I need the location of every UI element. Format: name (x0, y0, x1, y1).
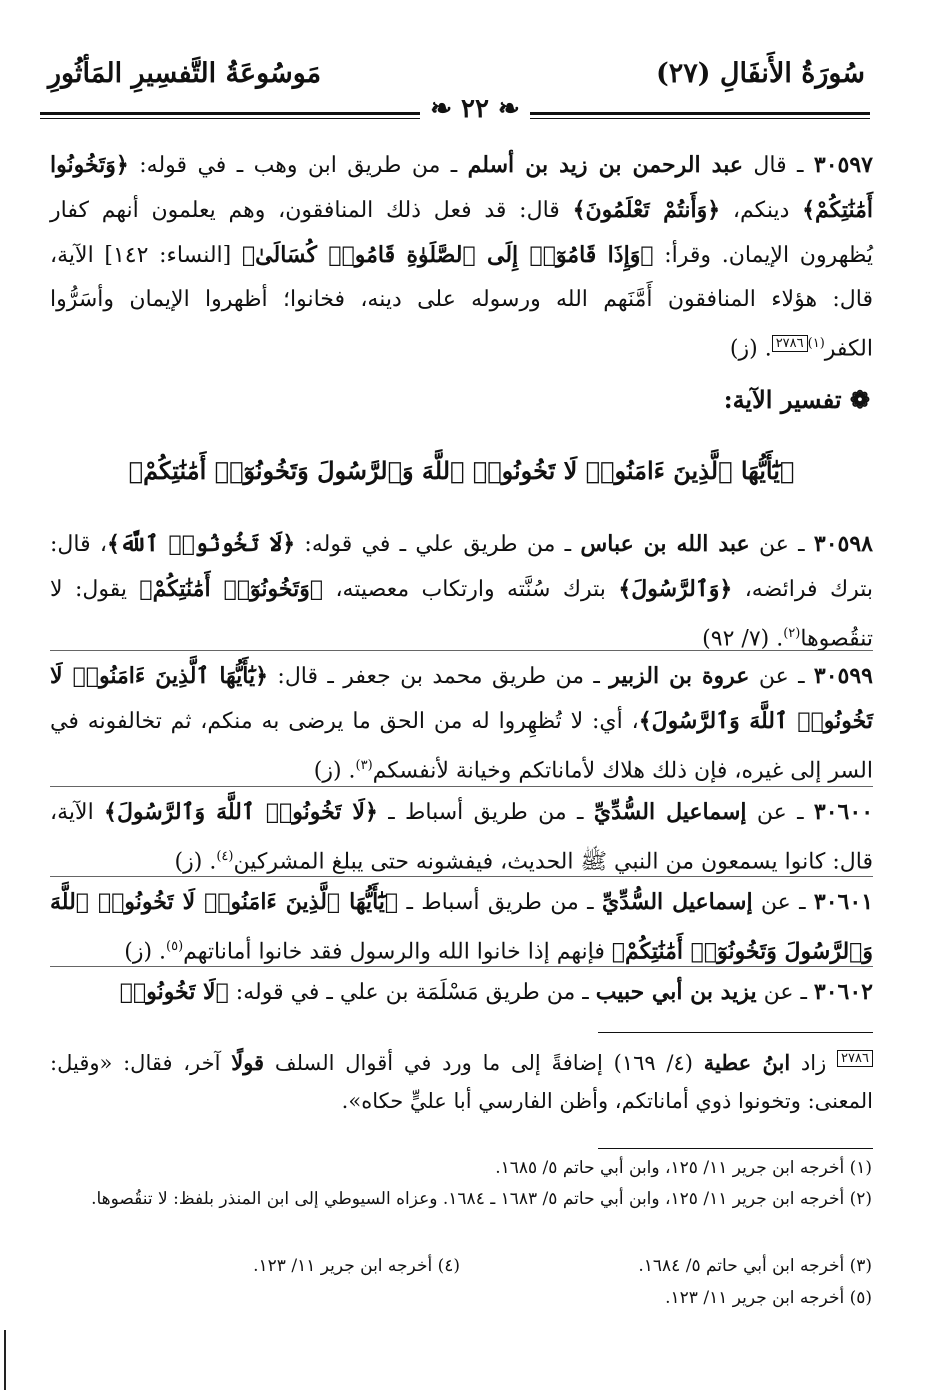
narrator-name: عروة بن الزبير (609, 663, 750, 689)
quran-quote: ﴿يَٰٓأَيُّهَا ٱلَّذِينَ ءَامَنُوا۟ لَا تَخُونُوا۟ ٱللَّهَ وَٱلرَّسُولَ﴾ (50, 663, 873, 734)
quran-quote: ﴿وَأَنتُمْ تَعْلَمُونَ﴾ (572, 197, 721, 223)
quran-quote: ﴿لَا تَخُونُوا۟ ٱللَّهَ﴾ (107, 531, 296, 557)
footnote-3: (٣) أخرجه ابن أبي حاتم ٥/ ١٦٨٤. (638, 1256, 872, 1276)
narration-30602: ٣٠٦٠٢ ـ عن يزيد بن أبي حبيب ـ من طريق مَسْلَمَة بن علي ـ في قوله: ﴿لَا تَخُونُوا۟ (119, 979, 873, 1005)
narration-30600: ٣٠٦٠٠ ـ عن إسماعيل السُّدِّيِّ ـ من طريق أسباط ـ ﴿لَا تَخُونُوا۟ ٱللَّهَ وَٱلرَّسُولَ﴾ الآية، قال: كانوا يسمعون من النبي ﷺ الحديث، فيفشونه حتى يبلغ المشركين$^{(٤)}$. (ز) (50, 799, 874, 875)
scholar-name: ابنُ عطية (703, 1050, 791, 1075)
narration-30597: ٣٠٥٩٧ ـ قال عبد الرحمن بن زيد بن أسلم ـ من طريق ابن وهب ـ في قوله: ﴿وَتَخُونُوا أَمَٰنَٰتِكُمْ﴾ دينكم، ﴿وَأَنتُمْ تَعْلَمُونَ﴾ قال: قد فعل ذلك المنافقون، وهم يعلمون أنهم كفار يُظهرون الإيمان. وقرأ: ﴿وَإِذَا قَامُوٓا۟ إِلَى ٱلصَّلَوٰةِ قَامُوا۟ كُسَالَىٰ﴾ [النساء: ١٤٢] الآية، قال: هؤلاء المنافقون أَمَّنَهم الله ورسوله على دينه، فخانوا؛ أظهروا الإيمان وأسَرُّوا الكفر$^{(١)٢٧٨٦}$. (ز) (50, 152, 874, 362)
separator (50, 650, 873, 651)
commentary-note: $^{٢٧٨٦}$ زاد ابنُ عطية (٤/ ١٦٩) إضافةً إلى ما ورد في أقوال السلف قولًا آخر، فقال: «وقيل: المعنى: وتخونوا ذوي أماناتكم، وأظن الفارسي أبا عليٍّ حكاه». (50, 1050, 873, 1113)
narration-30599: ٣٠٥٩٩ ـ عن عروة بن الزبير ـ من طريق محمد بن جعفر ـ قال: ﴿يَٰٓأَيُّهَا ٱلَّذِينَ ءَامَنُوا۟ لَا تَخُونُوا۟ ٱللَّهَ وَٱلرَّسُولَ﴾، أي: لا تُظهِروا له من الحق ما يرضى به منكم، ثم تخالفونه في السر إلى غيره، فإن ذلك هلاك لأماناتكم وخيانة لأنفسكم$^{(٣)}$. (ز) (50, 663, 873, 784)
narration-number: ٣٠٥٩٧ (813, 152, 873, 178)
narration-number: ٣٠٥٩٩ (813, 663, 873, 689)
narration-number: ٣٠٦٠١ (813, 889, 874, 915)
narration-number: ٣٠٦٠٢ (813, 979, 873, 1005)
footnote-4: (٤) أخرجه ابن جرير ١١/ ١٢٣. (253, 1256, 460, 1276)
book-title-header: مَوسُوعَةُ التَّفسِيرِ المَأثُورِ (48, 58, 322, 89)
narrator-name: إسماعيل السُّدِّيِّ (593, 799, 747, 825)
note-ref-box: ٢٧٨٦ (772, 335, 808, 352)
surah-header: سُورَةُ الأَنفَالِ (٢٧) (655, 58, 865, 89)
separator (50, 876, 873, 877)
narrator-name: إسماعيل السُّدِّيِّ (601, 889, 753, 915)
narrator-name: يزيد بن أبي حبيب (595, 979, 757, 1005)
separator (50, 966, 873, 967)
narration-number: ٣٠٦٠٠ (813, 799, 874, 825)
footnote-ref: (٤) (216, 849, 234, 864)
page-edge-mark (4, 1330, 6, 1390)
quran-quote: ﴿لَا تَخُونُوا۟ ٱللَّهَ وَٱلرَّسُولَ﴾ (104, 799, 378, 825)
footnote-ref: (١) (807, 336, 825, 351)
footnote-ref: (٥) (166, 939, 184, 954)
narration-number: ٣٠٥٩٨ (813, 531, 873, 557)
narration-30601: ٣٠٦٠١ ـ عن إسماعيل السُّدِّيِّ ـ من طريق أسباط ـ ﴿يَٰٓأَيُّهَا ٱلَّذِينَ ءَامَنُوا۟ لَا تَخُونُوا۟ ٱللَّهَ وَٱلرَّسُولَ وَتَخُونُوٓا۟ أَمَٰنَٰتِكُمْ﴾ فإنهم إذا خانوا الله والرسول فقد خانوا أماناتهم$^{(٥)}$. (ز) (50, 889, 874, 965)
notes-rule (598, 1032, 873, 1033)
footnote-2: (٢) أخرجه ابن جرير ١١/ ١٢٥، وابن أبي حاتم ٥/ ١٦٨٣ ـ ١٦٨٤. وعزاه السيوطي إلى ابن المنذر بلفظ: لا تنقُصوها. (91, 1189, 872, 1209)
note-ref-box: ٢٧٨٦ (837, 1050, 873, 1067)
quran-quote: ﴿وَتَخُونُوا أَمَٰنَٰتِكُمْ﴾ (50, 152, 873, 223)
footnote-ref: (٢) (783, 626, 801, 641)
page-number: ❧ ٢٢ ❧ (420, 94, 530, 124)
quran-quote: ﴿لَا تَخُونُوا۟ (119, 979, 229, 1005)
footnote-1: (١) أخرجه ابن جرير ١١/ ١٢٥، وابن أبي حاتم ٥/ ١٦٨٥. (495, 1158, 872, 1178)
narrator-name: عبد الرحمن بن زيد بن أسلم (467, 152, 743, 178)
ayah-heading: ﴿يَٰٓأَيُّهَا ٱلَّذِينَ ءَامَنُوا۟ لَا تَخُونُوا۟ ٱللَّهَ وَٱلرَّسُولَ وَتَخُونُوٓا۟ أَمَٰنَٰتِكُمْ﴾ (128, 456, 795, 485)
footnote-5: (٥) أخرجه ابن جرير ١١/ ١٢٣. (665, 1288, 872, 1308)
quran-quote: ﴿وَإِذَا قَامُوٓا۟ إِلَى ٱلصَّلَوٰةِ قَامُوا۟ كُسَالَىٰ﴾ (241, 242, 654, 268)
separator (50, 786, 873, 787)
narration-30598: ٣٠٥٩٨ ـ عن عبد الله بن عباس ـ من طريق علي ـ في قوله: ﴿لَا تَخُونُوا۟ ٱللَّهَ﴾، قال: بترك فرائضه، ﴿وَٱلرَّسُولَ﴾ بترك سُنَّته وارتكاب معصيته، ﴿وَتَخُونُوٓا۟ أَمَٰنَٰتِكُمْ﴾ يقول: لا تنقُصوها$^{(٢)}$. (٧/ ٩٢) (50, 531, 874, 652)
quran-quote: ﴿يَٰٓأَيُّهَا ٱلَّذِينَ ءَامَنُوا۟ لَا تَخُونُوا۟ ٱللَّهَ وَٱلرَّسُولَ وَتَخُونُوٓا۟ أَمَٰنَٰتِكُمْ﴾ (50, 889, 873, 965)
quran-quote: ﴿وَتَخُونُوٓا۟ أَمَٰنَٰتِكُمْ﴾ (139, 576, 324, 602)
footnotes-rule (598, 1148, 873, 1149)
section-title: ❁ تفسير الآية: (723, 385, 870, 414)
footnote-ref: (٣) (355, 758, 373, 773)
narrator-name: عبد الله بن عباس (580, 531, 750, 557)
quran-quote: ﴿وَٱلرَّسُولَ﴾ (618, 576, 733, 602)
